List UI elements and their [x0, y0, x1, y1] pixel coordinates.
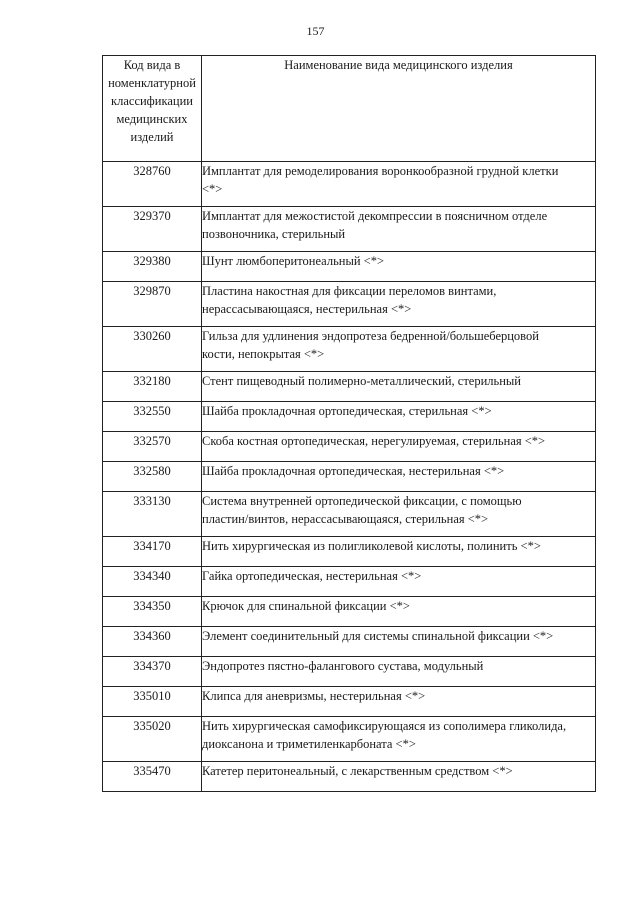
cell-name-line: Нить хирургическая из полигликолевой кислоты, полинить <*>: [202, 539, 541, 553]
table-row: [103, 537, 596, 567]
cell-name: [202, 687, 596, 717]
cell-name: [202, 327, 596, 372]
cell-name-line: Имплантат для межостистой декомпрессии в поясничном отделе: [202, 209, 548, 223]
cell-code: 335020: [103, 717, 202, 762]
table-body: [103, 162, 596, 792]
header-name: Наименование вида медицинского изделия: [202, 56, 596, 162]
cell-name-line: Крючок для спинальной фиксации <*>: [202, 599, 410, 613]
table-row: [103, 162, 596, 207]
cell-code: 334350: [103, 597, 202, 627]
cell-name-line: позвоночника, стерильный: [202, 227, 346, 241]
header-code-line: классификации: [111, 94, 193, 108]
table-row: [103, 372, 596, 402]
table-row: [103, 627, 596, 657]
cell-name-line: Клипса для аневризмы, нестерильная <*>: [202, 689, 426, 703]
header-code: [103, 56, 202, 162]
cell-code: 332570: [103, 432, 202, 462]
cell-code: 333130: [103, 492, 202, 537]
cell-code: 332550: [103, 402, 202, 432]
cell-name-line: Гильза для удлинения эндопротеза бедренной/большеберцовой: [202, 329, 539, 343]
cell-name-line: Пластина накостная для фиксации переломов винтами,: [202, 284, 497, 298]
cell-name: [202, 492, 596, 537]
cell-name-line: диоксанона и триметиленкарбоната <*>: [202, 737, 416, 751]
cell-name-line: Шайба прокладочная ортопедическая, нестерильная <*>: [202, 464, 505, 478]
cell-name: [202, 597, 596, 627]
table-row: [103, 597, 596, 627]
cell-name-line: кости, непокрытая <*>: [202, 347, 325, 361]
table-row: [103, 327, 596, 372]
cell-name-line: Шайба прокладочная ортопедическая, стерильная <*>: [202, 404, 492, 418]
table-row: [103, 492, 596, 537]
table-row: [103, 402, 596, 432]
cell-name: [202, 282, 596, 327]
table-row: [103, 567, 596, 597]
table-row: [103, 657, 596, 687]
cell-name-line: Катетер перитонеальный, с лекарственным средством <*>: [202, 764, 513, 778]
cell-name-line: Шунт люмбоперитонеальный <*>: [202, 254, 385, 268]
table-header-row: [103, 56, 596, 162]
cell-code: 334340: [103, 567, 202, 597]
cell-code: 328760: [103, 162, 202, 207]
cell-name: [202, 657, 596, 687]
cell-name-line: Гайка ортопедическая, нестерильная <*>: [202, 569, 422, 583]
table-row: [103, 432, 596, 462]
cell-code: 334170: [103, 537, 202, 567]
cell-code: 329870: [103, 282, 202, 327]
cell-name-line: Эндопротез пястно-фалангового сустава, модульный: [202, 659, 484, 673]
cell-name-line: Нить хирургическая самофиксирующаяся из сополимера гликолида,: [202, 719, 567, 733]
cell-code: 335470: [103, 762, 202, 792]
cell-code: 329370: [103, 207, 202, 252]
cell-name: [202, 762, 596, 792]
cell-name-line: пластин/винтов, нерассасывающаяся, стерильная <*>: [202, 512, 489, 526]
cell-code: 335010: [103, 687, 202, 717]
cell-name: [202, 432, 596, 462]
cell-name-line: Скоба костная ортопедическая, нерегулируемая, стерильная <*>: [202, 434, 546, 448]
table-row: [103, 282, 596, 327]
header-code-line: Код вида в: [123, 58, 181, 72]
cell-name: [202, 537, 596, 567]
table-row: [103, 687, 596, 717]
cell-name-line: Система внутренней ортопедической фиксации, с помощью: [202, 494, 522, 508]
cell-code: 334360: [103, 627, 202, 657]
cell-code: 332580: [103, 462, 202, 492]
cell-code: 329380: [103, 252, 202, 282]
table-row: [103, 462, 596, 492]
cell-name: [202, 207, 596, 252]
cell-name: [202, 627, 596, 657]
cell-name: [202, 567, 596, 597]
cell-name: [202, 162, 596, 207]
table-row: [103, 252, 596, 282]
cell-code: 334370: [103, 657, 202, 687]
cell-name-line: нерассасывающаяся, нестерильная <*>: [202, 302, 412, 316]
cell-name: [202, 252, 596, 282]
cell-name: [202, 717, 596, 762]
cell-name-line: Имплантат для ремоделирования воронкообразной грудной клетки: [202, 164, 559, 178]
cell-name: [202, 372, 596, 402]
header-code-line: изделий: [130, 130, 174, 144]
header-code-line: медицинских: [116, 112, 188, 126]
cell-name: [202, 402, 596, 432]
cell-name-line: <*>: [202, 182, 223, 196]
page-number: 157: [306, 24, 325, 38]
cell-name: [202, 462, 596, 492]
header-code-line: номенклатурной: [108, 76, 196, 90]
table-row: [103, 762, 596, 792]
cell-code: 330260: [103, 327, 202, 372]
cell-name-line: Стент пищеводный полимерно-металлический, стерильный: [202, 374, 522, 388]
cell-name-line: Элемент соединительный для системы спинальной фиксации <*>: [202, 629, 554, 643]
table-row: [103, 207, 596, 252]
medical-devices-table: [102, 55, 596, 792]
cell-code: 332180: [103, 372, 202, 402]
table-row: [103, 717, 596, 762]
